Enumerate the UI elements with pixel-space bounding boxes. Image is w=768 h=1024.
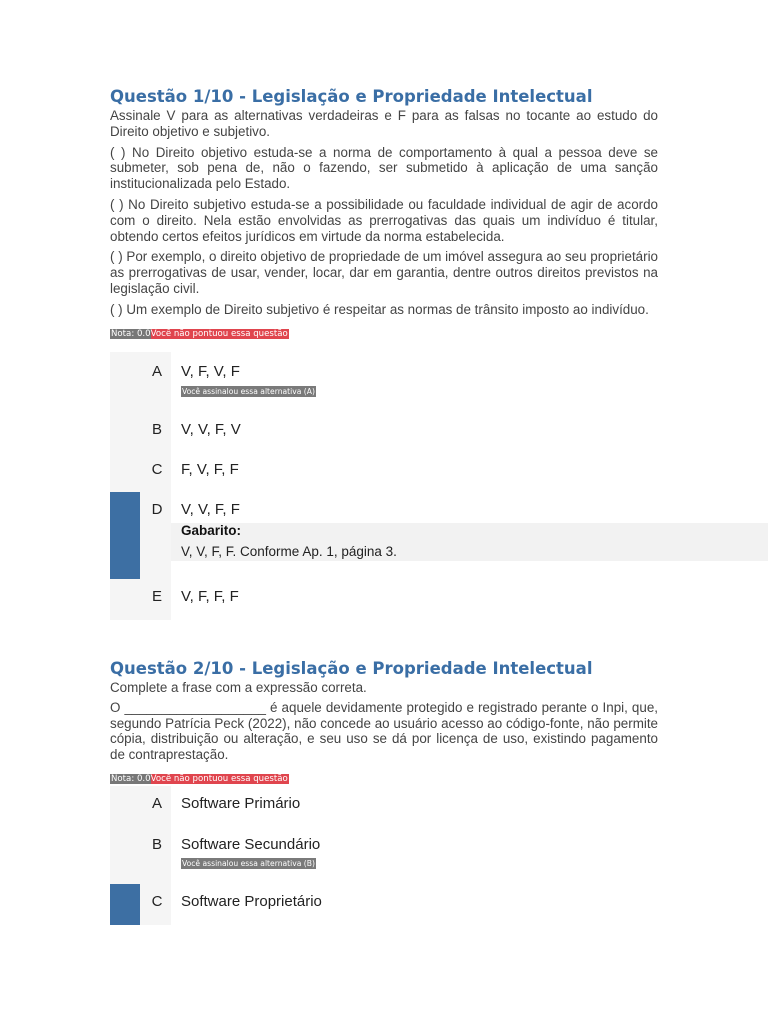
alternative-marker — [110, 410, 140, 451]
alternative-letter: B — [151, 836, 162, 853]
answer-key — [171, 523, 768, 561]
alternative-text: Software Secundário — [181, 836, 321, 853]
statement-paragraph: ( ) No Direito objetivo estuda-se a norma de comportamento à qual a pessoa deve se submeter, sob pena de, não o fazendo, ser submetido à aplicação de uma sanção institucionalizada pelo Estado. — [110, 144, 658, 192]
alternative-text: Software Proprietário — [181, 893, 322, 910]
alternative-c[interactable] — [110, 884, 768, 925]
alternative-a[interactable] — [110, 786, 768, 827]
alternative-d[interactable] — [110, 492, 768, 579]
score-badge — [110, 772, 289, 786]
correct-answer-marker — [110, 492, 140, 579]
alternative-text: V, V, F, V — [181, 421, 241, 438]
alternative-letter: C — [151, 461, 163, 478]
statement-paragraph: Complete a frase com a expressão correta. — [110, 680, 367, 695]
score-badge — [110, 327, 289, 341]
score-status: Você não pontuou essa questão — [150, 773, 288, 784]
alternative-marker — [110, 352, 140, 410]
alternative-text: V, F, F, F — [181, 588, 239, 605]
selected-answer-badge: Você assinalou essa alternativa (B) — [182, 859, 315, 868]
alternative-text: V, F, V, F — [181, 363, 240, 380]
alternative-text: Software Primário — [181, 795, 301, 812]
statement-paragraph: ( ) Um exemplo de Direito subjetivo é respeitar as normas de trânsito imposto ao indivíduo. — [110, 301, 649, 317]
score-status: Você não pontuou essa questão — [150, 328, 288, 339]
alternative-a[interactable] — [110, 352, 768, 410]
alternative-e[interactable] — [110, 579, 768, 620]
score-label: Nota: 0.0 — [111, 328, 151, 339]
alternative-letter: A — [151, 363, 162, 380]
alternative-b[interactable] — [110, 827, 768, 884]
alternative-letter: A — [151, 795, 162, 812]
statement-paragraph: ( ) Por exemplo, o direito objetivo de propriedade de um imóvel assegura ao seu proprietário as prerrogativas de usar, vender, locar, dar em garantia, dentre outros direitos previstos na legislação civil. — [110, 249, 658, 296]
correct-answer-marker — [110, 884, 140, 925]
answer-key-title: Gabarito: — [181, 523, 242, 538]
question-statement — [110, 108, 658, 318]
alternative-marker — [110, 451, 140, 492]
score-label: Nota: 0.0 — [111, 773, 151, 784]
alternative-letter: D — [151, 501, 163, 518]
alternative-text: V, V, F, F — [181, 501, 240, 518]
alternative-marker — [110, 579, 140, 620]
question-2 — [110, 658, 658, 786]
selected-answer-badge: Você assinalou essa alternativa (A) — [182, 387, 315, 396]
alternative-letter: E — [151, 588, 162, 605]
question-title: Questão 1/10 - Legislação e Propriedade Intelectual — [110, 87, 593, 106]
alternative-c[interactable] — [110, 451, 768, 492]
question-1 — [110, 86, 658, 341]
statement-paragraph: O ___________________ é aquele devidamente protegido e registrado perante o Inpi, que, segundo Patrícia Peck (2022), não concede ao usuário acesso ao código-fonte, não permite cópia, distribuição ou alteração, e seu uso se dá por licença de uso, existindo pagamento de contraprestação. — [110, 699, 658, 763]
alternative-marker — [110, 827, 140, 884]
answer-key-text: V, V, F, F. Conforme Ap. 1, página 3. — [181, 544, 397, 559]
alternative-marker — [110, 786, 140, 827]
question-title: Questão 2/10 - Legislação e Propriedade Intelectual — [110, 659, 593, 678]
alternative-letter: B — [151, 421, 162, 438]
statement-paragraph: Assinale V para as alternativas verdadeiras e F para as falsas no tocante ao estudo do Direito objetivo e subjetivo. — [110, 108, 658, 139]
alternative-letter: C — [151, 893, 163, 910]
question-statement — [110, 680, 658, 763]
alternative-b[interactable] — [110, 410, 768, 451]
alternative-text: F, V, F, F — [181, 461, 239, 478]
statement-paragraph: ( ) No Direito subjetivo estuda-se a possibilidade ou faculdade individual de agir de acordo com o direito. Nela estão envolvidas as prerrogativas das quais um indivíduo é titular, obtendo certos efeitos jurídicos em virtude da norma estabelecida. — [110, 196, 658, 244]
